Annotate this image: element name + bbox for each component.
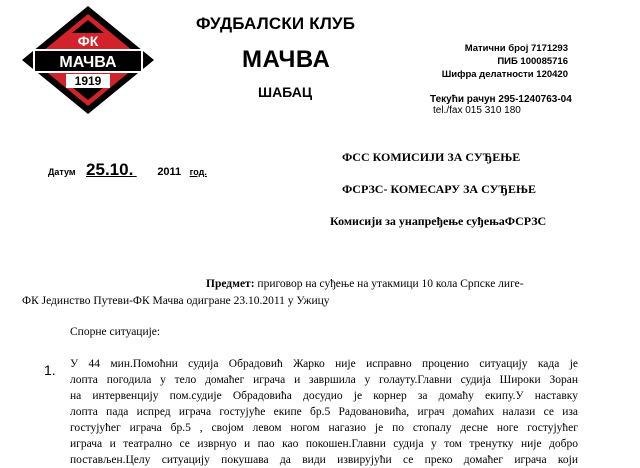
date-line	[48, 160, 207, 180]
contact-block	[430, 94, 572, 116]
item-line: гостујућег играча бр.5 , својом левом ногом нагазио је по стопалу десне ноге гостујућег	[70, 422, 578, 434]
date-label: Датум	[48, 167, 76, 177]
addressee-fsrzs: ФСРЗС- КОМЕСАРУ ЗА СУЂЕЊЕ	[342, 182, 537, 196]
club-logo	[20, 4, 156, 116]
phone-fax: tel./fax 015 310 180	[433, 105, 521, 116]
item-number: 1.	[44, 362, 56, 378]
item-line: лопта погодила у тело домаћег играча и завршила у голауту.Главни судија Широки Зоран	[70, 374, 578, 386]
item-line: на интервенцију пом.судије Обрадовића досудио је корнер за домаћу екипу.У наставку	[70, 390, 578, 402]
subject-line-2: ФК Јединство Путеви-ФК Мачва одигране 23.10.2011 у Ужицу	[22, 295, 330, 307]
tax-id: ПИБ 100085716	[497, 56, 568, 67]
club-name: МАЧВА	[242, 46, 331, 73]
item-line: лопта пада испред играча гостујуће екипе бр.5 Радовановића, играч домаћих налази се иза	[70, 406, 578, 418]
date-suffix: год.	[189, 167, 207, 177]
subject-paragraph: Предмет: приговор на суђење на утакмици 10 кола Српске лиге- ФК Јединство Путеви-ФК Мачва одигране 23.10.2011 у Ужицу	[70, 276, 580, 310]
subject-label: Предмет	[206, 278, 251, 290]
date-year: 2011	[157, 166, 182, 178]
item-line: постављен.Целу ситуацију покушава да види извирујући се преко домаћег играча који	[70, 454, 578, 466]
date-day: 25.10.	[86, 160, 134, 179]
disputed-label: Спорне ситуације:	[70, 326, 161, 338]
club-city: ШАБАЦ	[258, 84, 313, 100]
item-line: играча и театрално се изврнуо и пао као покошен.Главни судија у том тренутку није добро	[70, 438, 578, 450]
registry-block	[442, 42, 568, 81]
logo-letters: ФК	[77, 33, 99, 49]
addressee-committee: Комисији за унапређење суђењаФСРЗС	[330, 214, 547, 228]
logo-year: 1919	[74, 74, 102, 88]
club-title: ФУДБАЛСКИ КЛУБ	[196, 14, 356, 33]
date-blank	[133, 164, 157, 178]
activity-code: Шифра делатности 120420	[441, 69, 568, 80]
item-paragraph	[70, 356, 578, 468]
logo-name: МАЧВА	[59, 54, 117, 71]
subject-line-1: приговор на суђење на утакмици 10 кола Српске лиге-	[257, 278, 524, 290]
registry-number: Матични број 7171293	[464, 43, 568, 54]
addressee-fss: ФСС КОМИСИЈИ ЗА СУЂЕЊЕ	[342, 150, 521, 164]
bank-account: Текући рачун 295-1240763-04	[430, 94, 572, 105]
item-line: У 44 мин.Помоћни судија Обрадовић Жарко није исправно проценио ситуацију када је	[70, 358, 578, 370]
